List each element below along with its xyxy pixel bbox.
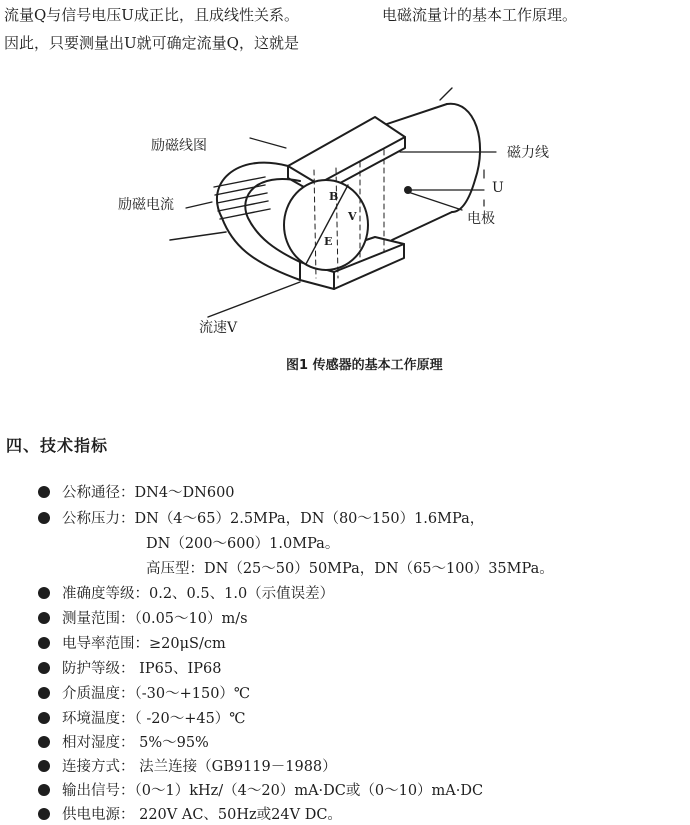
pipe-inlet-line [440,88,452,100]
bullet-icon [38,712,50,724]
bullet-icon [38,808,50,820]
spec-text: 输出信号：（0～1）kHz/（4～20）mA·DC或（0～10）mA·DC [62,783,484,799]
spec-text: 测量范围：（0.05～10）m/s [62,611,248,627]
spec-item [38,779,483,800]
pointer-excitation-current-2 [186,202,212,208]
spec-text: 准确度等级：0.2、0.5、1.0（示值误差） [62,586,335,602]
bullet-icon [38,637,50,649]
spec-text: 公称通径：DN4～DN600 [62,485,235,501]
bullet-icon [38,736,50,748]
label-magnetic-lines: 磁力线 [507,145,549,161]
bullet-icon [38,587,50,599]
symbol-v: V [348,210,357,223]
coil-band-2 [215,185,265,195]
spec-item [38,481,235,502]
spec-text: 电导率范围：≥20μS/cm [62,636,226,652]
figure-caption: 图1 传感器的基本工作原理 [286,358,443,373]
coil-band-4 [218,201,268,211]
sensor-principle-diagram [0,82,690,382]
electrode-dot [404,186,412,194]
spec-item [38,507,484,528]
intro-line-2: 因此，只要测量出U就可确定流量Q，这就是 [4,34,299,52]
label-flow-velocity: 流速V [199,320,238,336]
spec-continuation: DN（200～600）1.0MPa。 [146,536,340,552]
bullet-icon [38,760,50,772]
bullet-icon [38,512,50,524]
intro-line-1-continued: 电磁流量计的基本工作原理。 [382,6,578,24]
symbol-e: E [324,235,333,248]
pipe-bottom-edge [392,212,452,240]
spec-item [38,682,250,703]
spec-item [38,755,337,776]
bullet-icon [38,486,50,498]
bullet-icon [38,662,50,674]
pointer-excitation-current [170,232,226,240]
spec-text: 公称压力：DN（4～65）2.5MPa，DN（80～150）1.6MPa， [62,511,485,527]
label-electrode: 电极 [467,211,495,227]
spec-item [38,707,246,728]
bullet-icon [38,687,50,699]
spec-text: 相对湿度： 5%～95% [62,735,209,751]
label-u: U [492,180,504,196]
sensor-diagram-svg [0,82,690,382]
spec-item [38,657,221,678]
coil-band-3 [217,193,267,203]
pipe-end-cap [447,104,480,212]
pipe-top-edge [378,104,447,127]
spec-item [38,582,334,603]
spec-text: 连接方式： 法兰连接（GB9119－1988） [62,759,337,775]
spec-text: 介质温度：（-30～+150）℃ [62,686,251,702]
pointer-electrode [408,192,462,210]
bullet-icon [38,612,50,624]
symbol-b: B [329,190,339,203]
label-excitation-coil: 励磁线图 [151,138,207,154]
label-excitation-current: 励磁电流 [118,197,174,213]
spec-continuation: 高压型：DN（25～50）50MPa，DN（65～100）35MPa。 [146,561,554,577]
intro-line-1: 流量Q与信号电压U成正比，且成线性关系。 [4,6,299,24]
spec-text: 防护等级： IP65、IP68 [62,661,222,677]
spec-text: 环境温度：（ -20～+45）℃ [62,711,246,727]
pointer-flow [208,282,300,317]
spec-item [38,731,209,752]
spec-item [38,632,226,653]
bullet-icon [38,784,50,796]
spec-item [38,803,342,824]
pointer-excitation-coil [250,138,286,148]
section-heading: 四、技术指标 [6,436,109,455]
spec-item [38,607,248,628]
top-pole-top [288,117,405,184]
spec-text: 供电电源： 220V AC、50Hz或24V DC。 [62,807,342,823]
